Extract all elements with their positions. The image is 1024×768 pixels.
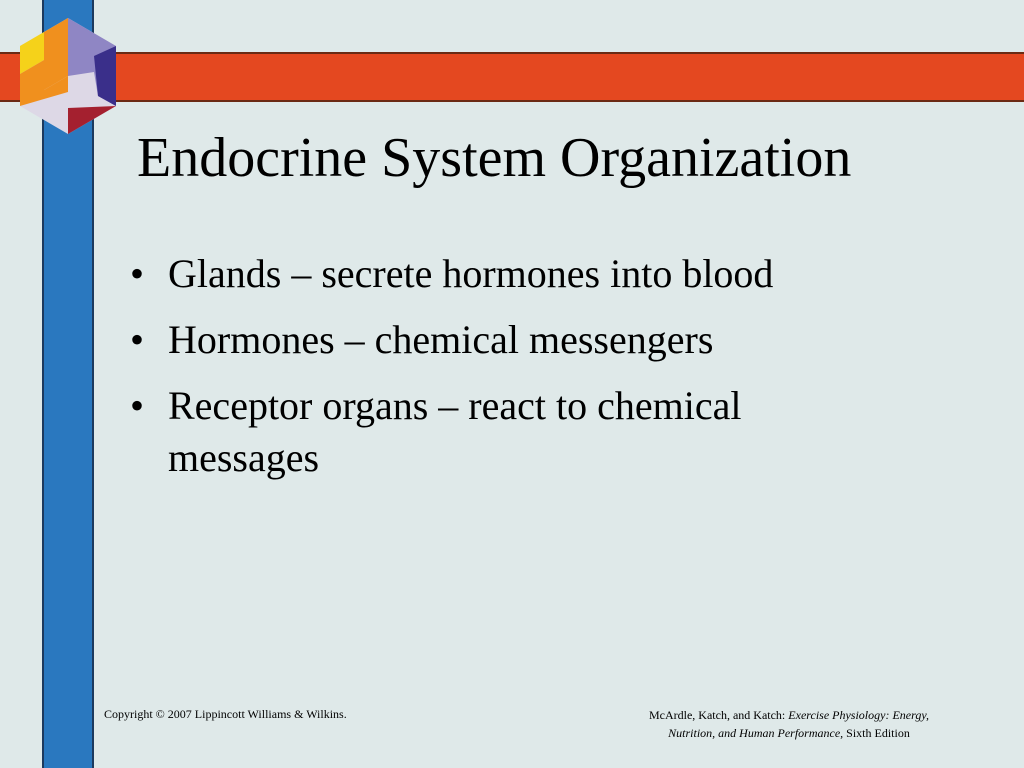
bullet-text: Receptor organs – react to chemical messages (168, 383, 742, 480)
copyright-notice: Copyright © 2007 Lippincott Williams & Wilkins. (104, 707, 347, 721)
bullet-marker: • (130, 251, 145, 296)
bullet-item-receptor-organs (130, 380, 890, 484)
bullet-marker: • (130, 317, 145, 362)
citation-title-line2: Nutrition, and Human Performance, (668, 726, 844, 740)
citation (604, 706, 974, 742)
slide-title: Endocrine System Organization (137, 127, 852, 189)
bullet-marker: • (130, 383, 145, 428)
bullet-list (130, 248, 890, 498)
bullet-text: Hormones – chemical messengers (168, 317, 714, 362)
bullet-item-hormones (130, 314, 890, 366)
citation-authors: McArdle, Katch, and Katch: (648, 708, 789, 722)
bullet-item-glands (130, 248, 890, 300)
cube-logo-icon (14, 16, 122, 138)
citation-title-line1: Exercise Physiology: Energy, (788, 708, 930, 722)
horizontal-accent-bar (0, 52, 1024, 102)
citation-edition: Sixth Edition (843, 726, 910, 740)
bullet-text: Glands – secrete hormones into blood (168, 251, 774, 296)
